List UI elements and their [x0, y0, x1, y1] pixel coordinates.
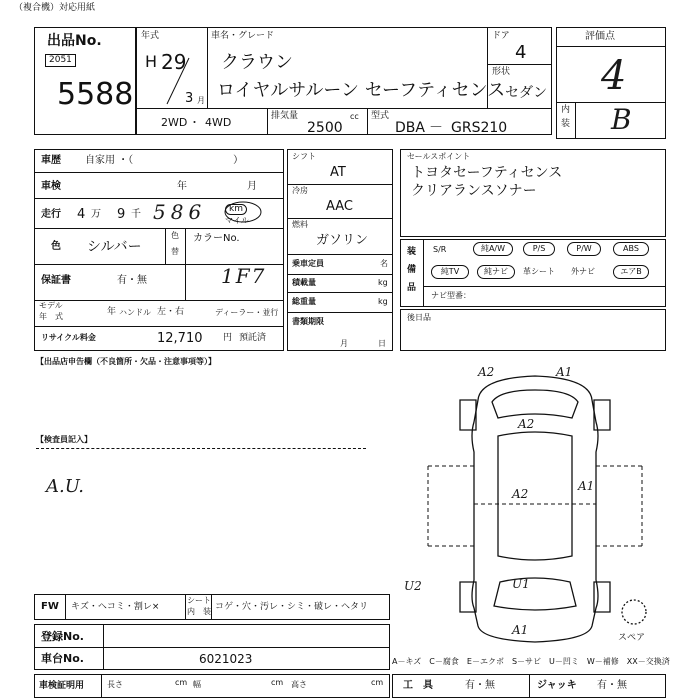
lot-label: 出品No. — [47, 33, 102, 49]
mileage-man-unit: 万 — [91, 209, 101, 220]
displacement-value: 2500 — [307, 120, 343, 136]
fw-items: キズ・ヘコミ・割レ× — [71, 602, 160, 612]
model-label: 型式 — [371, 111, 390, 121]
equipment-label-3: 品 — [407, 283, 417, 293]
equip-power-steering: P/S — [523, 242, 555, 256]
interior-grade: B — [611, 103, 632, 136]
history-label: 車歴 — [41, 155, 61, 166]
width-unit: cm — [271, 678, 284, 687]
load-label: 積載量 — [292, 278, 316, 287]
lot-box — [34, 27, 136, 135]
inspection-label: 車検 — [41, 181, 61, 192]
equip-abs: ABS — [613, 242, 649, 256]
tools-value: 有・無 — [465, 680, 495, 691]
year-era: H — [145, 52, 158, 71]
aircon-value: AAC — [326, 199, 353, 214]
damage-mark-front-left: A2 — [478, 365, 495, 379]
equip-power-windows: P/W — [567, 242, 601, 256]
capacity-unit: 名 — [380, 259, 388, 268]
capacity-label: 乗車定員 — [292, 259, 324, 268]
registration-label: 登録No. — [41, 630, 84, 643]
registration-box — [34, 624, 390, 670]
km-option: km — [225, 204, 247, 215]
damage-mark-right-side: A1 — [578, 479, 595, 493]
month-value: 3 — [185, 91, 194, 106]
vehicle-box — [136, 27, 552, 135]
inspector-note: A.U. — [46, 476, 84, 497]
damage-mark-roof: A2 — [512, 487, 529, 501]
interior-label-2: 装 — [561, 119, 571, 129]
docs-day-unit: 日 — [378, 339, 386, 348]
sales-point-label: セールスポイント — [407, 152, 471, 161]
gross-unit: kg — [378, 297, 388, 306]
model-year-unit: 年 — [107, 307, 117, 317]
lot-small-number: 2051 — [45, 54, 76, 67]
dealer-label: ディーラー・並行 — [215, 308, 279, 317]
gross-label: 総重量 — [292, 297, 316, 306]
width-label: 幅 — [193, 680, 201, 689]
height-unit: cm — [371, 678, 384, 687]
docs-month-unit: 月 — [340, 339, 348, 348]
recycle-note: 預託済 — [239, 333, 267, 343]
interior-label-1: 内 — [561, 105, 571, 115]
drive-4wd: 4WD — [205, 116, 232, 129]
equip-leather-seats: 革シート — [523, 267, 555, 276]
damage-mark-trunk: U1 — [512, 577, 530, 591]
drive-sep: ・ — [189, 116, 200, 129]
model-code: GRS210 — [451, 120, 508, 136]
equip-sr: S/R — [433, 245, 447, 254]
color-value: シルバー — [87, 239, 142, 255]
equip-genuine-navi: 純ナビ — [477, 265, 515, 279]
equipment-box — [400, 239, 666, 307]
jack-label: ジャッキ — [537, 680, 577, 691]
height-label: 高さ — [291, 680, 307, 689]
name-label: 車名・グレード — [211, 31, 275, 41]
mile-option: マイル — [225, 216, 249, 225]
certificate-row — [34, 674, 390, 698]
certificate-label: 車検証明用 — [39, 681, 85, 691]
shift-label: シフト — [292, 152, 316, 161]
chassis-label: 車台No. — [41, 652, 84, 665]
mileage-rest-value: 586 — [153, 200, 207, 224]
body-type: セダン — [505, 85, 548, 101]
history-table — [34, 149, 284, 351]
equip-aftermarket-navi: 外ナビ — [571, 267, 595, 276]
aftermarket-box — [400, 309, 666, 351]
color-swap-label-2: 替 — [171, 247, 179, 256]
seat-label-2: 内 装 — [187, 607, 211, 616]
docs-label: 書類期限 — [292, 317, 324, 326]
fw-label: FW — [41, 601, 59, 612]
model-year-label-1: モデル — [39, 301, 63, 310]
aftermarket-label: 後日品 — [407, 313, 431, 322]
warranty-value: 有・無 — [117, 275, 147, 286]
recycle-unit: 円 — [223, 333, 233, 343]
drive-2wd: 2WD — [161, 116, 188, 129]
car-damage-diagram — [400, 360, 670, 650]
grade-score: 4 — [601, 53, 627, 99]
grade-box — [556, 27, 666, 139]
mileage-label: 走行 — [41, 209, 61, 220]
model-prefix: DBA — [395, 120, 425, 136]
fuel-value: ガソリン — [316, 233, 369, 248]
tools-label: 工 具 — [403, 680, 433, 691]
fw-row — [34, 594, 390, 620]
remarks-label: 【出品店申告欄（不良箇所・欠品・注意事項等）】 — [36, 357, 216, 366]
sales-point-line1: トヨタセーフティセンス — [411, 165, 563, 181]
car-grade: ロイヤルサルーン セーフティセンス — [217, 80, 506, 101]
month-unit: 月 — [197, 96, 205, 105]
car-name: クラウン — [221, 52, 293, 73]
fuel-label: 燃料 — [292, 220, 308, 229]
specs-table — [287, 149, 393, 351]
model-year-label-2: 年 式 — [39, 312, 63, 321]
door-label: ドア — [492, 31, 510, 41]
damage-mark-rear-bumper: A1 — [512, 623, 529, 637]
equipment-label-1: 装 — [407, 247, 417, 257]
handle-label: ハンドル — [119, 308, 151, 317]
inspector-label: 【検査員記入】 — [36, 435, 92, 444]
km-circle-mark — [221, 200, 271, 228]
aircon-label: 冷房 — [292, 186, 308, 195]
door-count: 4 — [515, 42, 527, 63]
body-label: 形状 — [492, 67, 511, 77]
inspection-year-unit: 年 — [177, 181, 187, 192]
damage-code-legend: A－キズ C－腐食 E－エクボ S－サビ U－凹ミ W－補修 XX－交換済 — [392, 657, 670, 666]
displacement-label: 排気量 — [271, 111, 299, 121]
color-no-value: 1F7 — [221, 264, 267, 288]
mileage-man-value: 4 — [77, 207, 86, 222]
handle-value: 左・右 — [157, 307, 185, 317]
recycle-label: リサイクル料金 — [41, 333, 96, 342]
history-value: 自家用 ・（ ） — [85, 155, 244, 166]
color-label: 色 — [51, 241, 61, 252]
load-unit: kg — [378, 278, 388, 287]
spare-tire-label: スペア — [618, 633, 646, 643]
jack-value: 有・無 — [597, 680, 627, 691]
tools-row — [392, 674, 666, 698]
recycle-amount: 12,710 — [157, 331, 203, 346]
form-title-note: （複合機）対応用紙 — [14, 3, 96, 13]
mileage-sen-value: 9 — [117, 207, 126, 222]
warranty-label: 保証書 — [41, 275, 71, 286]
equipment-label-2: 備 — [407, 265, 417, 275]
seat-items: コゲ・穴・汚レ・シミ・破レ・ヘタリ — [215, 602, 369, 612]
shift-value: AT — [330, 165, 346, 180]
cc-unit: cc — [350, 112, 359, 121]
color-no-label: カラーNo. — [193, 233, 240, 244]
chassis-value: 6021023 — [199, 652, 253, 666]
lot-number: 5588 — [57, 77, 134, 112]
mileage-sen-unit: 千 — [131, 209, 141, 220]
damage-mark-hood: A2 — [518, 417, 535, 431]
navi-model-label: ナビ型番： — [431, 291, 471, 300]
grade-label: 評価点 — [585, 31, 615, 42]
equip-alloy-wheels: 純A/W — [473, 242, 513, 256]
equip-airbag: エアB — [613, 265, 649, 279]
year-value: 29 — [161, 50, 187, 74]
sales-point-line2: クリアランスソナー — [411, 183, 537, 199]
equip-genuine-tv: 純TV — [431, 265, 469, 279]
color-swap-label-1: 色 — [171, 231, 179, 240]
model-dash: － — [429, 120, 443, 136]
length-unit: cm — [175, 678, 188, 687]
damage-mark-rear-left: U2 — [404, 579, 422, 593]
seat-label-1: シート — [187, 596, 211, 605]
damage-mark-front-right: A1 — [556, 365, 573, 379]
sales-point-box — [400, 149, 666, 237]
year-label: 年式 — [141, 31, 160, 41]
inspection-month-unit: 月 — [247, 181, 257, 192]
length-label: 長さ — [107, 680, 123, 689]
